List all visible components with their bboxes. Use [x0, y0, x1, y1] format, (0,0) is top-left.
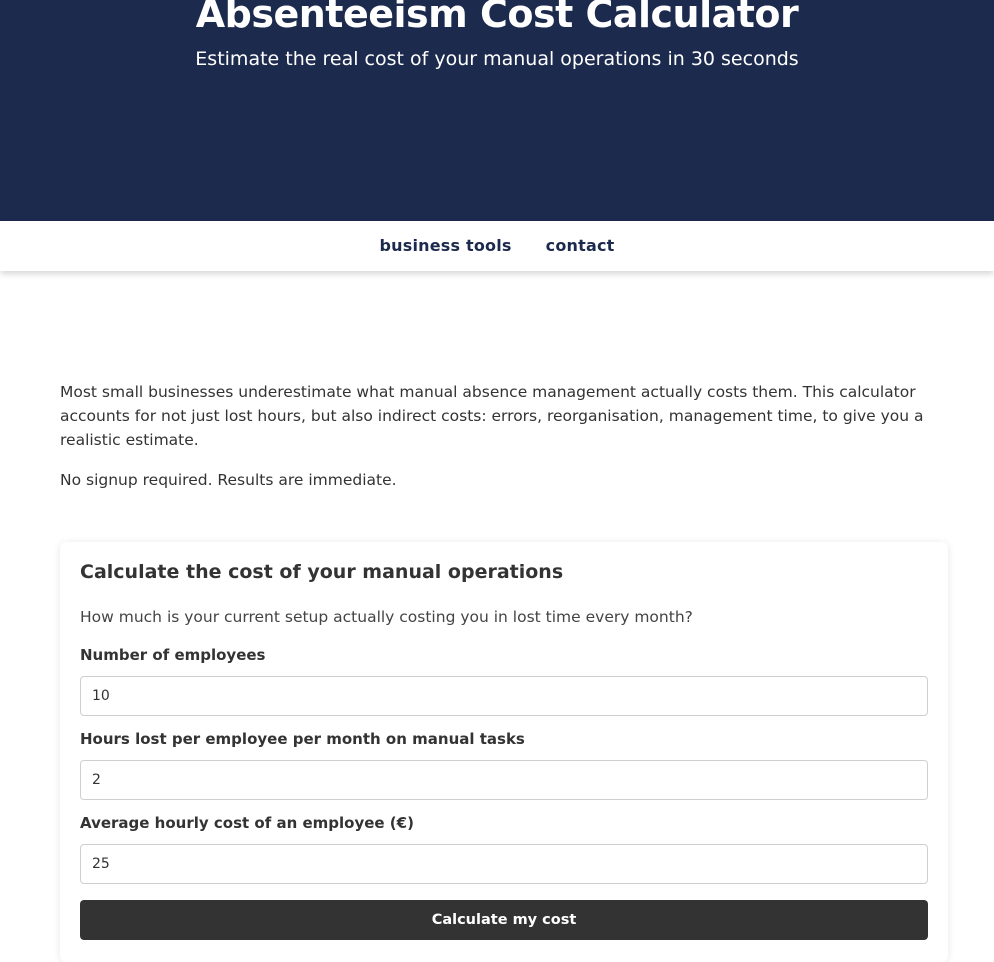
calculate-button[interactable]: Calculate my cost	[80, 900, 928, 940]
field-employees	[80, 644, 928, 716]
hero-banner	[0, 0, 994, 221]
hourly-cost-label: Average hourly cost of an employee (€)	[80, 814, 414, 832]
calculator-card	[60, 542, 948, 962]
nav-link-contact[interactable]: contact	[545, 236, 615, 255]
employees-label: Number of employees	[80, 646, 266, 664]
intro-section	[60, 380, 940, 508]
main-navigation	[0, 221, 994, 271]
hourly-cost-input[interactable]	[80, 844, 928, 884]
employees-input[interactable]	[80, 676, 928, 716]
field-hourly-cost	[80, 812, 928, 884]
intro-paragraph: Most small businesses underestimate what manual absence management actually costs them. This calculator accounts for not just lost hours, but also indirect costs: errors, reorganisation, management time, to give you a realistic estimate.	[60, 383, 924, 449]
page-subtitle: Estimate the real cost of your manual operations in 30 seconds	[195, 48, 799, 70]
hours-lost-input[interactable]	[80, 760, 928, 800]
hours-lost-label: Hours lost per employee per month on manual tasks	[80, 730, 525, 748]
intro-note: No signup required. Results are immediate.	[60, 471, 397, 489]
nav-link-business-tools[interactable]: business tools	[379, 236, 512, 255]
field-hours-lost	[80, 728, 928, 800]
page-title: Absenteeism Cost Calculator	[195, 0, 799, 36]
calculator-title: Calculate the cost of your manual operations	[80, 561, 564, 583]
calculator-description: How much is your current setup actually costing you in lost time every month?	[80, 608, 693, 626]
